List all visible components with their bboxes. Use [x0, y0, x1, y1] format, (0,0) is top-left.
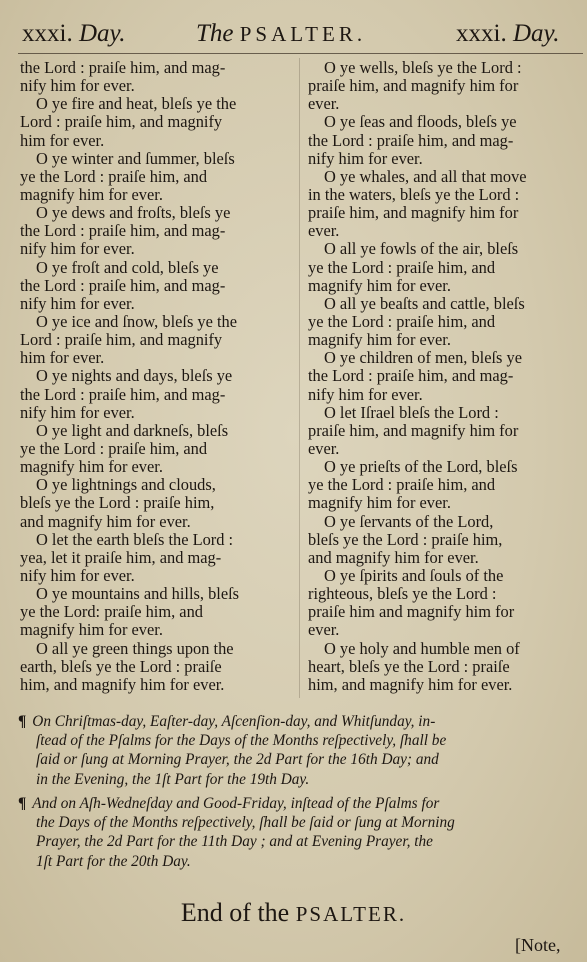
column-divider	[299, 58, 300, 698]
verse-line: him for ever.	[20, 131, 105, 150]
verse-line: nify him for ever.	[20, 240, 135, 259]
verse-line: O ye light and darkneſs, bleſs	[36, 421, 229, 440]
rubric-line: ſtead of the Pſalms for the Days of the Months reſpectively, ſhall be	[36, 732, 447, 750]
rubric-text: And on Aſh-Wedneſday and Good-Friday, inſtead of the Pſalms for	[32, 795, 440, 812]
verse-line: ever.	[308, 222, 340, 241]
header-right-word: Day.	[512, 20, 560, 47]
verse-line: praiſe him, and magnify him for	[308, 77, 519, 96]
catchword: [Note,	[515, 935, 561, 955]
verse-line: O ye nights and days, bleſs ye	[36, 367, 233, 386]
pilcrow-icon: ¶	[18, 713, 27, 730]
verse-line: O ye prieſts of the Lord, bleſs	[324, 458, 518, 477]
verse-line: O ye ſervants of the Lord,	[324, 512, 494, 531]
header-title-psalter: PSALTER.	[239, 22, 367, 46]
verse-line: him, and magnify him for ever.	[308, 675, 513, 694]
verse-line: O all ye green things upon the	[36, 639, 234, 658]
rubric-line: the Days of the Months reſpectively, ſhall be ſaid or ſung at Morning	[36, 814, 455, 832]
rubric-note-christmas	[18, 712, 578, 789]
verse-line: and magnify him for ever.	[20, 512, 191, 531]
verse-line: nify him for ever.	[20, 294, 135, 313]
verse-line: O ye froſt and cold, bleſs ye	[36, 258, 219, 277]
verse-line: ye the Lord: praiſe him, and	[20, 603, 203, 622]
header-left-day	[22, 18, 125, 50]
verse-line: O all ye beaſts and cattle, bleſs	[324, 294, 525, 313]
verse-line: the Lord : praiſe him, and mag-	[20, 385, 226, 404]
verse-line: the Lord : praiſe him, and mag-	[20, 59, 226, 77]
verse-line: ever.	[308, 95, 340, 114]
rubric-line: ſaid or ſung at Morning Prayer, the 2d Part for the 16th Day; and	[36, 751, 439, 769]
verse-line: magnify him for ever.	[20, 185, 163, 204]
end-words: End of the	[180, 898, 290, 927]
verse-line: praiſe him and magnify him for	[308, 603, 515, 622]
end-title: PSALTER.	[295, 902, 407, 926]
verse-line: the Lord : praiſe him, and mag-	[308, 367, 514, 386]
rubric-line: 1ſt Part for the 20th Day.	[36, 852, 191, 870]
verse-line: bleſs ye the Lord : praiſe him,	[20, 494, 215, 513]
pilcrow-icon: ¶	[18, 795, 27, 812]
verse-line: bleſs ye the Lord : praiſe him,	[308, 530, 503, 549]
end-of-psalter-heading	[0, 898, 587, 929]
verse-line: ever.	[308, 439, 340, 458]
running-header	[0, 18, 587, 50]
verse-line: praiſe him, and magnify him for	[308, 204, 519, 223]
rubric-line: Prayer, the 2d Part for the 11th Day ; and at Evening Prayer, the	[36, 833, 433, 851]
left-text-column	[20, 59, 296, 694]
verse-line: ye the Lord : praiſe him, and	[308, 476, 496, 495]
verse-line: nify him for ever.	[20, 77, 135, 96]
rubric-line: in the Evening, the 1ſt Part for the 19th Day.	[36, 770, 310, 788]
verse-line: O ye ſpirits and ſouls of the	[324, 566, 504, 585]
verse-line: O ye mountains and hills, bleſs	[36, 585, 240, 604]
verse-line: O ye children of men, bleſs ye	[324, 349, 522, 368]
verse-line: O ye holy and humble men of	[324, 639, 520, 658]
verse-line: O ye wells, bleſs ye the Lord :	[324, 59, 522, 77]
verse-line: ye the Lord : praiſe him, and	[20, 167, 208, 186]
verse-line: the Lord : praiſe him, and mag-	[20, 276, 226, 295]
verse-line: nify him for ever.	[308, 385, 423, 404]
rubric-line	[18, 794, 578, 813]
right-text-column	[308, 59, 584, 694]
verse-line: O let the earth bleſs the Lord :	[36, 530, 234, 549]
verse-line: ye the Lord : praiſe him, and	[20, 439, 208, 458]
verse-line: the Lord : praiſe him, and mag-	[308, 131, 514, 150]
verse-line: O ye whales, and all that move	[324, 167, 527, 186]
header-title	[196, 18, 366, 50]
verse-line: the Lord : praiſe him, and mag-	[20, 222, 226, 241]
verse-line: magnify him for ever.	[20, 621, 163, 640]
header-right-day	[456, 18, 559, 50]
verse-line: heart, bleſs ye the Lord : praiſe	[308, 657, 510, 676]
verse-line: magnify him for ever.	[308, 331, 451, 350]
verse-line: nify him for ever.	[20, 566, 135, 585]
verse-line: in the waters, bleſs ye the Lord :	[308, 185, 520, 204]
verse-line: praiſe him, and magnify him for	[308, 421, 519, 440]
verse-line: Lord : praiſe him, and magnify	[20, 113, 223, 132]
header-rule	[18, 53, 583, 54]
verse-line: earth, bleſs ye the Lord : praiſe	[20, 657, 222, 676]
rubric-text: On Chriſtmas-day, Eaſter-day, Aſcenſion-day, and Whitſunday, in-	[32, 713, 436, 730]
header-left-word: Day.	[78, 20, 126, 47]
verse-line: ever.	[308, 621, 340, 640]
verse-line: nify him for ever.	[308, 149, 423, 168]
rubric-line	[18, 712, 578, 731]
header-title-the: The	[196, 20, 234, 47]
verse-line: magnify him for ever.	[308, 494, 451, 513]
verse-line: O ye ſeas and floods, bleſs ye	[324, 113, 517, 132]
verse-line: O let Iſrael bleſs the Lord :	[324, 403, 499, 422]
header-right-numeral: xxxi.	[456, 20, 507, 47]
verse-line: him, and magnify him for ever.	[20, 675, 225, 694]
verse-line: O ye fire and heat, bleſs ye the	[36, 95, 237, 114]
verse-line: magnify him for ever.	[20, 458, 163, 477]
header-left-numeral: xxxi.	[22, 20, 73, 47]
verse-line: O ye ice and ſnow, bleſs ye the	[36, 312, 238, 331]
verse-line: Lord : praiſe him, and magnify	[20, 331, 223, 350]
verse-line: nify him for ever.	[20, 403, 135, 422]
verse-line: ye the Lord : praiſe him, and	[308, 312, 496, 331]
verse-line: O ye lightnings and clouds,	[36, 476, 216, 495]
verse-line: yea, let it praiſe him, and mag-	[20, 548, 222, 567]
verse-line: O all ye fowls of the air, bleſs	[324, 240, 519, 259]
verse-line: O ye dews and froſts, bleſs ye	[36, 204, 231, 223]
verse-line: and magnify him for ever.	[308, 548, 479, 567]
rubric-note-ash-wednesday	[18, 794, 578, 871]
verse-line: ye the Lord : praiſe him, and	[308, 258, 496, 277]
verse-line: O ye winter and ſummer, bleſs	[36, 149, 235, 168]
verse-line: him for ever.	[20, 349, 105, 368]
verse-line: magnify him for ever.	[308, 276, 451, 295]
verse-line: righteous, bleſs ye the Lord :	[308, 585, 497, 604]
